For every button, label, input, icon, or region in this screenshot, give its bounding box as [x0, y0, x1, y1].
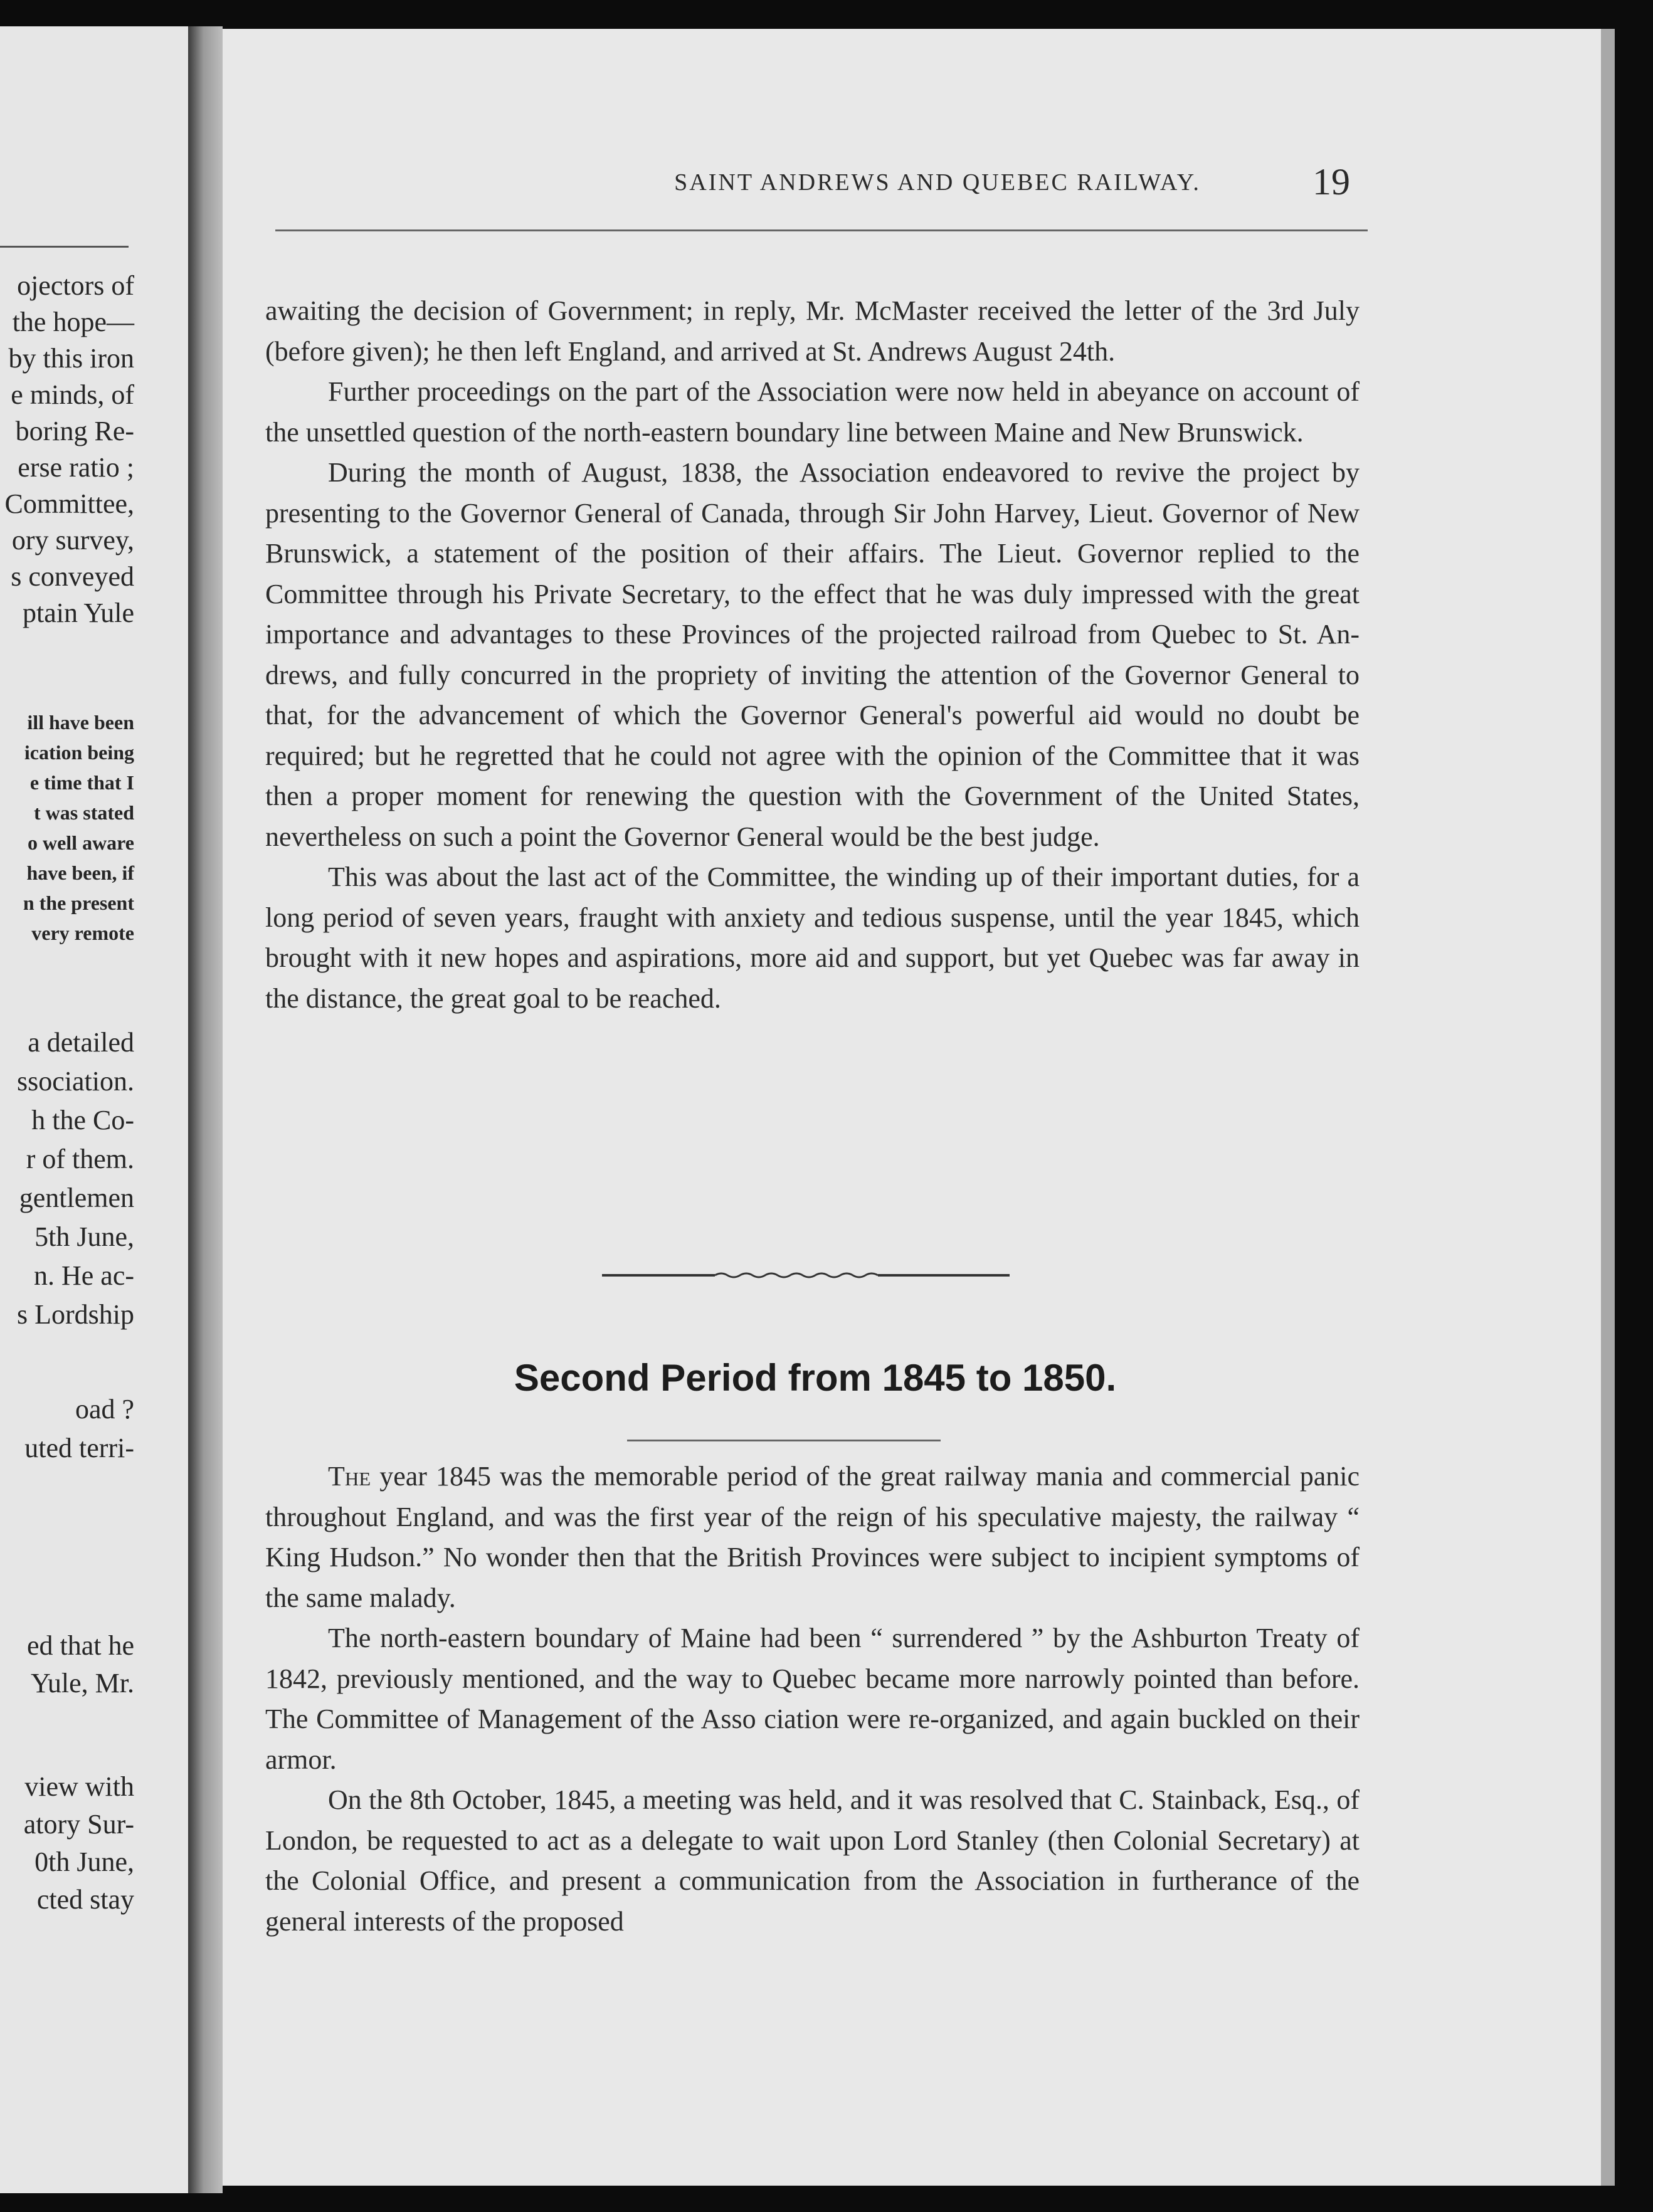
- facing-page-line: a detailed: [28, 1027, 134, 1058]
- paragraph: On the 8th October, 1845, a meeting was held, and it was resolved that C. Stainback, Esq., of London, be requested to act as a delegate to wait upon Lord Stanley (then Colonial Secretary) at the Colonial Office, and present a communication from the Association in furtherance of the general interests of the proposed: [265, 1784, 1360, 1937]
- running-title: SAINT ANDREWS AND QUEBEC RAILWAY.: [674, 169, 1201, 196]
- facing-page-footnote-line: very remote: [31, 922, 134, 944]
- facing-page-footnote-line: n the present: [23, 892, 134, 914]
- facing-page-line: h the Co-: [31, 1105, 134, 1135]
- facing-page-line: s conveyed: [11, 561, 134, 592]
- facing-page-line: ojectors of: [17, 270, 134, 301]
- facing-page-line: s Lordship: [17, 1299, 134, 1330]
- facing-page-line: 0th June,: [34, 1846, 134, 1877]
- paragraph: awaiting the decision of Government; in reply, Mr. McMaster received the letter of the 3rd July (before given); he then left England, and arrived at St. Andrews August 24th.: [265, 295, 1360, 367]
- paragraph: This was about the last act of the Committee, the winding up of their important duties, for a long period of seven years, fraught with anxiety and tedious suspense, until the year 1845, which brought with it new hopes and aspirations, more aid and support, but yet Quebec was far away in the distance, the great goal to be reached.: [265, 861, 1360, 1014]
- facing-page-line: by this iron: [8, 343, 134, 374]
- section-heading: Second Period from 1845 to 1850.: [514, 1357, 1117, 1399]
- facing-page-line: ssociation.: [17, 1066, 134, 1097]
- paragraph: Further proceedings on the part of the Association were now held in abeyance on account of the unsettled question of the north-eastern boundary line between Maine and New Brunswick.: [265, 376, 1360, 448]
- facing-page-footnote-line: ill have been: [27, 711, 134, 734]
- facing-page-line: ory survey,: [11, 525, 134, 556]
- body-text-part-1: [265, 291, 1360, 1019]
- facing-page-fragment: [0, 26, 188, 2193]
- facing-page-line: r of them.: [26, 1144, 134, 1174]
- facing-page-line: uted terri-: [24, 1433, 134, 1463]
- facing-page-line: n. He ac-: [33, 1260, 134, 1291]
- facing-page-line: atory Sur-: [23, 1809, 134, 1840]
- drop-word: The: [328, 1461, 371, 1492]
- section-heading-rule: [627, 1440, 941, 1441]
- facing-page-line: ptain Yule: [23, 598, 134, 628]
- facing-page-line: view with: [24, 1771, 134, 1802]
- ornamental-divider: [602, 1271, 1010, 1280]
- paragraph: The north-eastern boundary of Maine had been “ surrendered ” by the Ashburton Treaty of 1842, previously mentioned, and the way to Quebec became more narrowly pointed than before. The Committee of Management of the Asso ciation were re-organized, and again buckled on their armor.: [265, 1623, 1360, 1775]
- facing-page-footnote-line: o well aware: [27, 831, 134, 854]
- facing-page-line: gentlemen: [19, 1182, 134, 1213]
- facing-page-line: Yule, Mr.: [31, 1668, 134, 1698]
- page-gutter: [188, 26, 223, 2193]
- page-number: 19: [1312, 161, 1350, 203]
- facing-page-footnote-line: t was stated: [34, 801, 134, 824]
- paragraph: [265, 1456, 1360, 1618]
- facing-page-line: the hope—: [12, 307, 134, 337]
- paragraph: During the month of August, 1838, the Association endeavored to revive the project by presenting to the Governor General of Canada, through Sir John Harvey, Lieut. Governor of New Brunswick, a statement of the position of their affairs. The Lieut. Governor replied to the Committee through his Private Secretary, to the effect that he was duly impressed with the great importance and advantages to these Provinces of the projected railroad from Quebec to St. Andrews, and fully concurred in the propriety of inviting the attention of the Governor General to that, for the advancement of which the Governor General's powerful aid would no doubt be required; but he regretted that he could not agree with the opinion of the Committee that it was then a proper moment for renewing the question with the Government of the United States, nevertheless on such a point the Governor General would be the best judge.: [265, 457, 1360, 852]
- facing-page-line: 5th June,: [34, 1221, 134, 1252]
- body-text-part-2: [265, 1456, 1360, 1942]
- facing-page-line: e minds, of: [11, 379, 134, 410]
- header-rule: [275, 229, 1368, 231]
- page-edge-shadow: [1601, 29, 1615, 2186]
- facing-page-line: ed that he: [26, 1630, 134, 1661]
- facing-page-footnote-line: e time that I: [29, 771, 134, 794]
- facing-page-footnote-line: have been, if: [26, 861, 134, 884]
- facing-page-line: boring Re-: [15, 416, 134, 446]
- facing-page-line: oad ?: [75, 1394, 134, 1425]
- paragraph-text: year 1845 was the memorable period of the great railway mania and commercial panic throughout England, and was the first year of the reign of his speculative majesty, the railway “ King Hudson.” No wonder then that the British Provinces were subject to incipient symptoms of the same malady.: [265, 1461, 1360, 1613]
- page: [223, 29, 1615, 2186]
- facing-page-line: cted stay: [36, 1884, 134, 1915]
- facing-page-rule: [0, 246, 129, 248]
- facing-page-footnote-line: ication being: [24, 741, 134, 764]
- facing-page-line: Committee,: [4, 488, 134, 519]
- facing-page-line: erse ratio ;: [18, 452, 134, 483]
